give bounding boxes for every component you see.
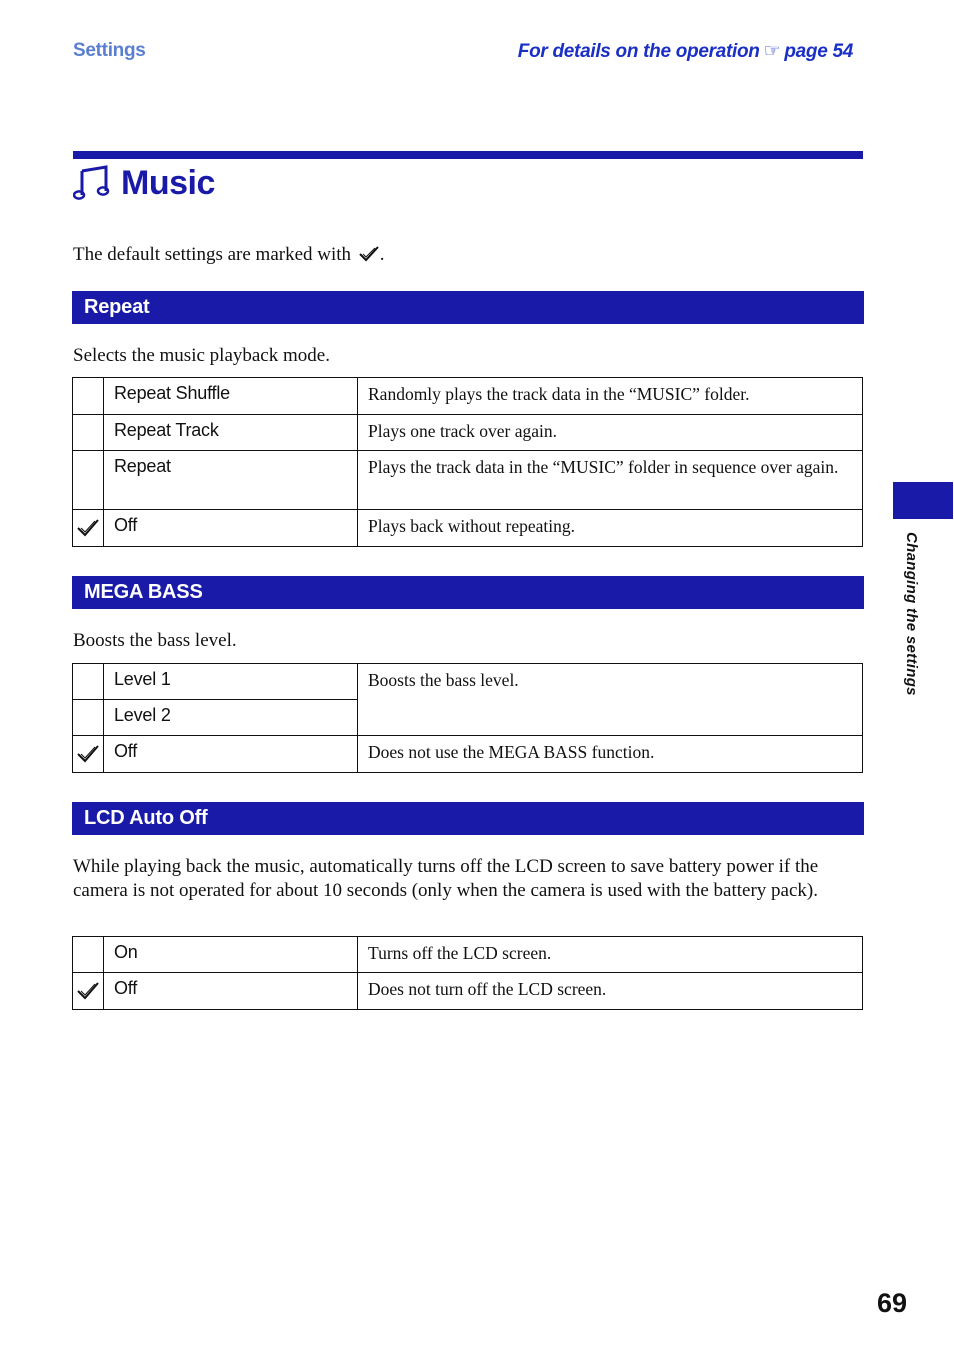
option-name: On <box>104 937 358 973</box>
table-row[interactable] <box>73 378 863 415</box>
page-title <box>73 163 215 203</box>
option-description: Turns off the LCD screen. <box>358 937 863 973</box>
option-description: Plays the track data in the “MUSIC” folder in sequence over again. <box>358 451 863 510</box>
option-name: Off <box>104 510 358 547</box>
options-table-mega-bass <box>72 663 863 773</box>
default-check-icon <box>358 245 380 263</box>
page-number: 69 <box>876 1288 907 1318</box>
default-marker-cell <box>73 378 104 415</box>
option-description: Does not turn off the LCD screen. <box>358 973 863 1010</box>
option-name: Repeat Shuffle <box>104 378 358 415</box>
option-description: Boosts the bass level. <box>358 664 863 736</box>
option-description: Does not use the MEGA BASS function. <box>358 736 863 773</box>
options-table-lcd-auto-off <box>72 936 863 1010</box>
default-marker-cell <box>73 664 104 700</box>
chapter-tab[interactable] <box>893 482 953 519</box>
default-marker-cell <box>73 510 104 547</box>
option-name: Repeat <box>104 451 358 510</box>
section-description-lcd-auto-off: While playing back the music, automatically turns off the LCD screen to save battery power if the camera is not operated for about 10 seconds (only when the camera is used with the battery pack). <box>73 856 819 901</box>
table-row[interactable] <box>73 451 863 510</box>
table-row[interactable] <box>73 664 863 700</box>
option-name: Off <box>104 736 358 773</box>
default-check-icon <box>76 518 100 538</box>
option-description: Plays one track over again. <box>358 415 863 451</box>
section-heading-mega-bass: MEGA BASS <box>72 576 864 609</box>
section-heading-lcd-auto-off: LCD Auto Off <box>72 802 864 835</box>
default-check-icon <box>76 744 100 764</box>
table-row[interactable] <box>73 510 863 547</box>
default-marker-cell <box>73 937 104 973</box>
option-description: Plays back without repeating. <box>358 510 863 547</box>
table-row[interactable] <box>73 736 863 773</box>
page-title-text: Music <box>121 163 215 202</box>
header-section-label: Settings <box>73 40 146 61</box>
default-marker-cell <box>73 736 104 773</box>
option-description: Randomly plays the track data in the “MUSIC” folder. <box>358 378 863 415</box>
default-check-icon <box>76 981 100 1001</box>
default-marker-cell <box>73 700 104 736</box>
intro-label: The default settings are marked with <box>73 244 352 265</box>
chapter-tab-label: Changing the settings <box>903 532 920 696</box>
default-marker-cell <box>73 451 104 510</box>
music-note-icon <box>73 163 113 203</box>
details-prefix: For details on the operation <box>517 41 760 62</box>
table-row[interactable] <box>73 937 863 973</box>
details-page: page 54 <box>784 41 853 62</box>
section-description-repeat: Selects the music playback mode. <box>73 345 330 366</box>
intro-text <box>73 243 863 267</box>
default-marker-cell <box>73 415 104 451</box>
option-name: Level 2 <box>104 700 358 736</box>
option-name: Off <box>104 973 358 1010</box>
header-details-link[interactable] <box>518 40 853 63</box>
pointing-hand-icon: ☞ <box>763 41 781 62</box>
intro-end: . <box>379 244 385 265</box>
title-rule <box>73 151 863 159</box>
table-row[interactable] <box>73 973 863 1010</box>
table-row[interactable] <box>73 415 863 451</box>
option-name: Level 1 <box>104 664 358 700</box>
section-description-mega-bass: Boosts the bass level. <box>73 630 237 651</box>
option-name: Repeat Track <box>104 415 358 451</box>
default-marker-cell <box>73 973 104 1010</box>
section-heading-repeat: Repeat <box>72 291 864 324</box>
options-table-repeat <box>72 377 863 547</box>
